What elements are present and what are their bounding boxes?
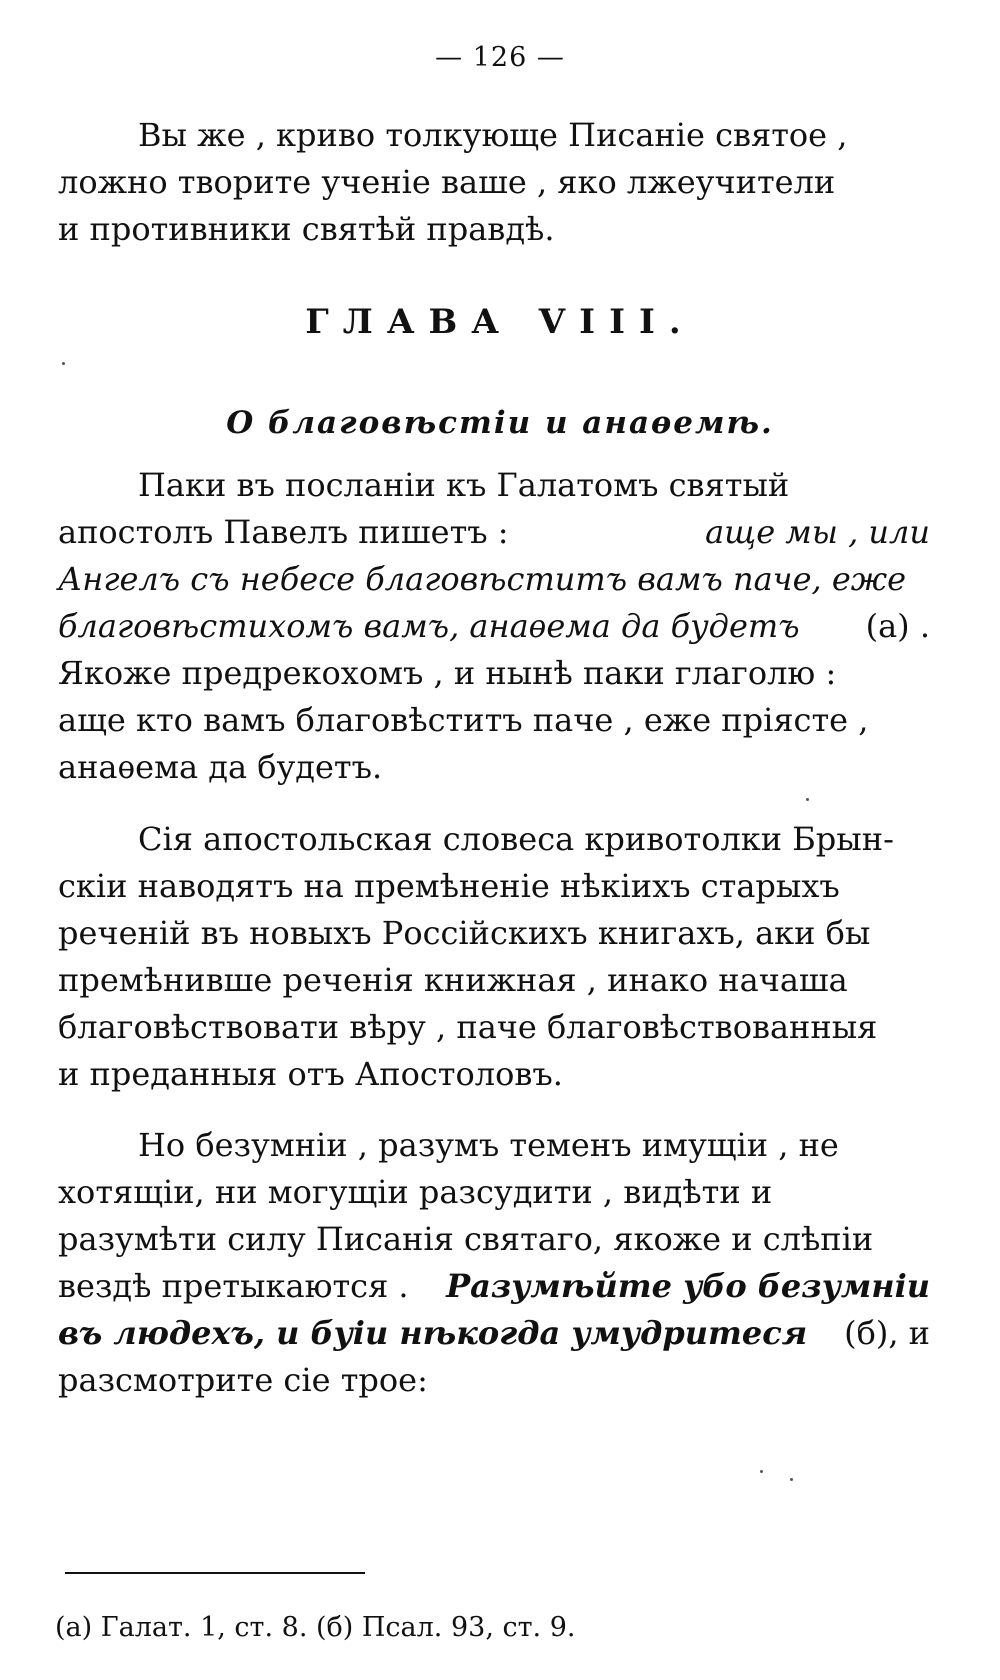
text-line: благовѣстихомъ вамъ, анаѳема да будетъ (а) .: [58, 607, 930, 645]
text-line: апостолъ Павелъ пишетъ : аще мы , или: [58, 513, 930, 551]
chapter-title: ГЛАВА VIII.: [305, 302, 695, 342]
text-line: Паки въ посланіи къ Галатомъ святый: [138, 466, 790, 504]
text-line: вездѣ претыкаются . Разумѣйте убо безумніи: [58, 1267, 930, 1305]
footnote: (а) Галат. 1, ст. 8. (б) Псал. 93, ст. 9.: [55, 1612, 576, 1643]
text-line: премѣнивше реченія книжная , инако начаша: [58, 961, 848, 999]
text-line: реченій въ новыхъ Россійскихъ книгахъ, аки бы: [58, 914, 871, 952]
text-line: Но безумніи , разумъ теменъ имущіи , не: [138, 1126, 839, 1164]
text-line: аще кто вамъ благовѣститъ паче , еже пріясте ,: [58, 701, 869, 739]
page-number: — 126 —: [435, 42, 565, 73]
text-line: Сія апостольская словеса кривотолки Брын-: [138, 820, 894, 858]
scan-speck: [760, 1470, 763, 1473]
text-line: въ людехъ, и буіи нѣкогда умудритеся (б), и: [58, 1314, 930, 1352]
chapter-subtitle: О благовѣстіи и анаѳемѣ.: [226, 405, 774, 441]
text-line: анаѳема да будетъ.: [58, 748, 383, 786]
paragraph-4: [58, 1122, 930, 1404]
text-line: Якоже предрекохомъ , и нынѣ паки глаголю :: [58, 654, 837, 692]
text-line: разумѣти силу Писанія святаго, якоже и слѣпіи: [58, 1220, 874, 1258]
paragraph-1: [58, 112, 930, 253]
text-line: Вы же , криво толкующе Писаніе святое ,: [138, 116, 848, 154]
text-line: и преданныя отъ Апостоловъ.: [58, 1055, 563, 1093]
text-line: скіи наводятъ на премѣненіе нѣкіихъ старыхъ: [58, 867, 840, 905]
scan-speck: [806, 798, 809, 801]
text-line: ложно творите ученіе ваше , яко лжеучители: [58, 163, 836, 201]
paragraph-3: [58, 816, 930, 1098]
text-line: хотящіи, ни могущіи разсудити , видѣти и: [58, 1173, 773, 1211]
text-line: и противники святѣй правдѣ.: [58, 210, 555, 248]
text-line: Ангелъ съ небесе благовѣститъ вамъ паче, еже: [58, 560, 907, 598]
scan-speck: [62, 362, 65, 365]
footnote-divider: [65, 1572, 365, 1574]
text-line: разсмотрите сіе трое:: [58, 1361, 428, 1399]
scan-speck: [790, 1478, 793, 1481]
text-line: благовѣствовати вѣру , паче благовѣствованныя: [58, 1008, 878, 1046]
paragraph-2: [58, 462, 930, 791]
